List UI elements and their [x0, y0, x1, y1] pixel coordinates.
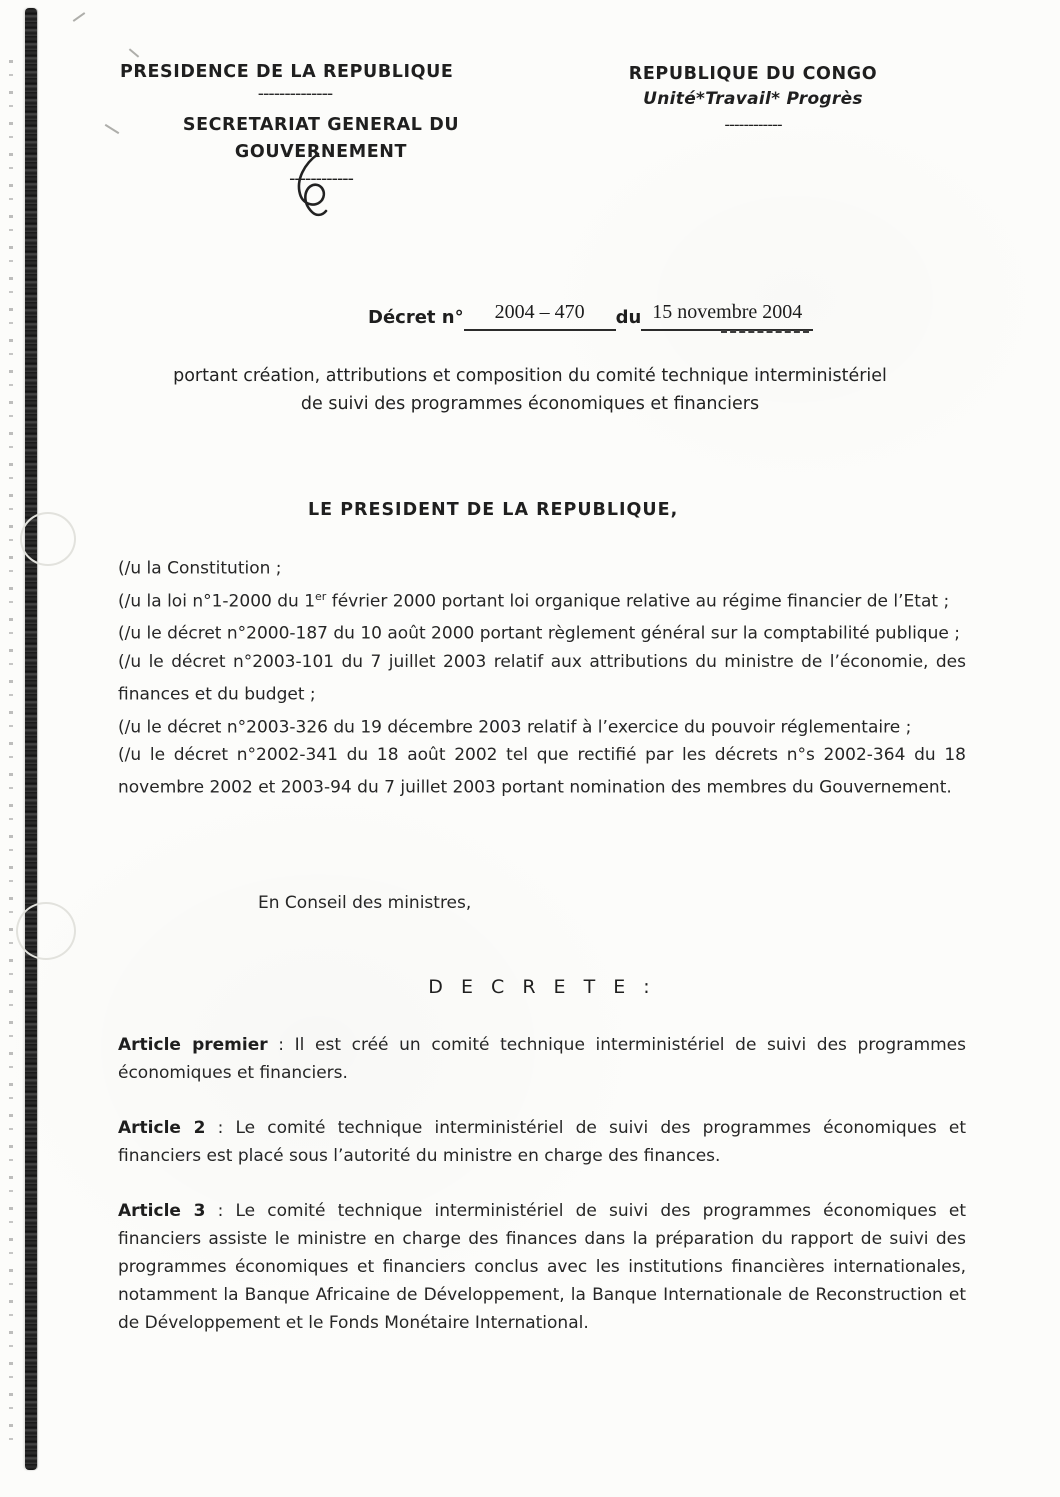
visa-paragraph: (/u la loi n°1-2000 du 1er février 2000 portant loi organique relative au régime financier de l’Etat ;: [118, 589, 950, 612]
decree-date-value: 15 novembre 2004: [641, 306, 813, 331]
secretariat-title-line1: SECRETARIAT GENERAL DU: [182, 115, 460, 135]
articles-block: [118, 1031, 966, 1364]
hole-punch-mark: [20, 512, 76, 566]
pen-squiggle-doodle: [288, 150, 344, 220]
presidency-title: PRESIDENCE DE LA REPUBLIQUE: [120, 62, 454, 82]
scan-scratch: [105, 124, 120, 134]
secretariat-title-line2: GOUVERNEMENT: [234, 142, 408, 162]
national-motto: Unité*Travail* Progrès: [643, 89, 863, 109]
decree-number-value: 2004 – 470: [464, 306, 616, 331]
visa-clauses: [118, 550, 966, 802]
decrete-heading: D E C R E T E :: [428, 976, 656, 998]
scan-scratch: [129, 48, 139, 57]
visa-paragraph: (/u le décret n°2002-341 du 18 août 2002 tel que rectifié par les décrets n°s 2002-364 du 18 novembre 2002 et 2003-94 du 7 juillet 2003 portant nomination des membres du Gouvernement.: [118, 745, 966, 798]
decree-subject: [110, 362, 950, 418]
article-label: Article 3: [118, 1201, 206, 1221]
divider-dashes: ------------: [724, 115, 782, 134]
divider-dashes: --------------: [257, 84, 333, 104]
header-right-block: [622, 64, 884, 134]
visa-paragraph: (/u la Constitution ;: [118, 558, 282, 579]
visa-paragraph: (/u le décret n°2003-326 du 19 décembre 2003 relatif à l’exercice du pouvoir réglementaire ;: [118, 717, 912, 738]
president-heading: LE PRESIDENT DE LA REPUBLIQUE,: [308, 500, 679, 520]
visa-paragraph: (/u le décret n°2003-101 du 7 juillet 2003 relatif aux attributions du ministre de l’économie, des finances et du budget ;: [118, 651, 966, 705]
council-line: En Conseil des ministres,: [258, 893, 472, 913]
divider-dashes: ------------: [289, 169, 353, 189]
article-label: Article premier: [118, 1035, 268, 1055]
decree-subject-line1: portant création, attributions et composition du comité technique interministériel: [173, 366, 887, 386]
decree-subject-line2: de suivi des programmes économiques et financiers: [300, 394, 760, 414]
article-paragraph: Article premier : Il est créé un comité technique interministériel de suivi des programmes économiques et financiers.: [118, 1035, 966, 1083]
scan-scratch: [73, 12, 86, 22]
decree-du-label: du: [615, 307, 642, 328]
scan-speckles: [9, 60, 13, 1440]
article-paragraph: Article 2 : Le comité technique interministériel de suivi des programmes économiques et financiers est placé sous l’autorité du ministre en charge des finances.: [118, 1118, 966, 1166]
country-title: REPUBLIQUE DU CONGO: [628, 64, 878, 84]
article-paragraph: Article 3 : Le comité technique interministériel de suivi des programmes économiques et financiers assiste le ministre en charge des finances dans la préparation du rapport de suivi des programmes économiques et financiers conclus avec les institutions financières internationales, notamment la Banque Africaine de Développement, la Banque Internationale de Reconstruction et de Développement et le Fonds Monétaire International.: [118, 1201, 966, 1333]
hole-punch-mark: [16, 902, 76, 960]
article-label: Article 2: [118, 1118, 206, 1138]
scan-binding-edge: [25, 8, 37, 1470]
decree-number-line: [368, 301, 813, 331]
visa-paragraph: (/u le décret n°2000-187 du 10 août 2000 portant règlement général sur la comptabilité publique ;: [118, 623, 960, 644]
decree-number-label: Décret n°: [368, 307, 464, 328]
